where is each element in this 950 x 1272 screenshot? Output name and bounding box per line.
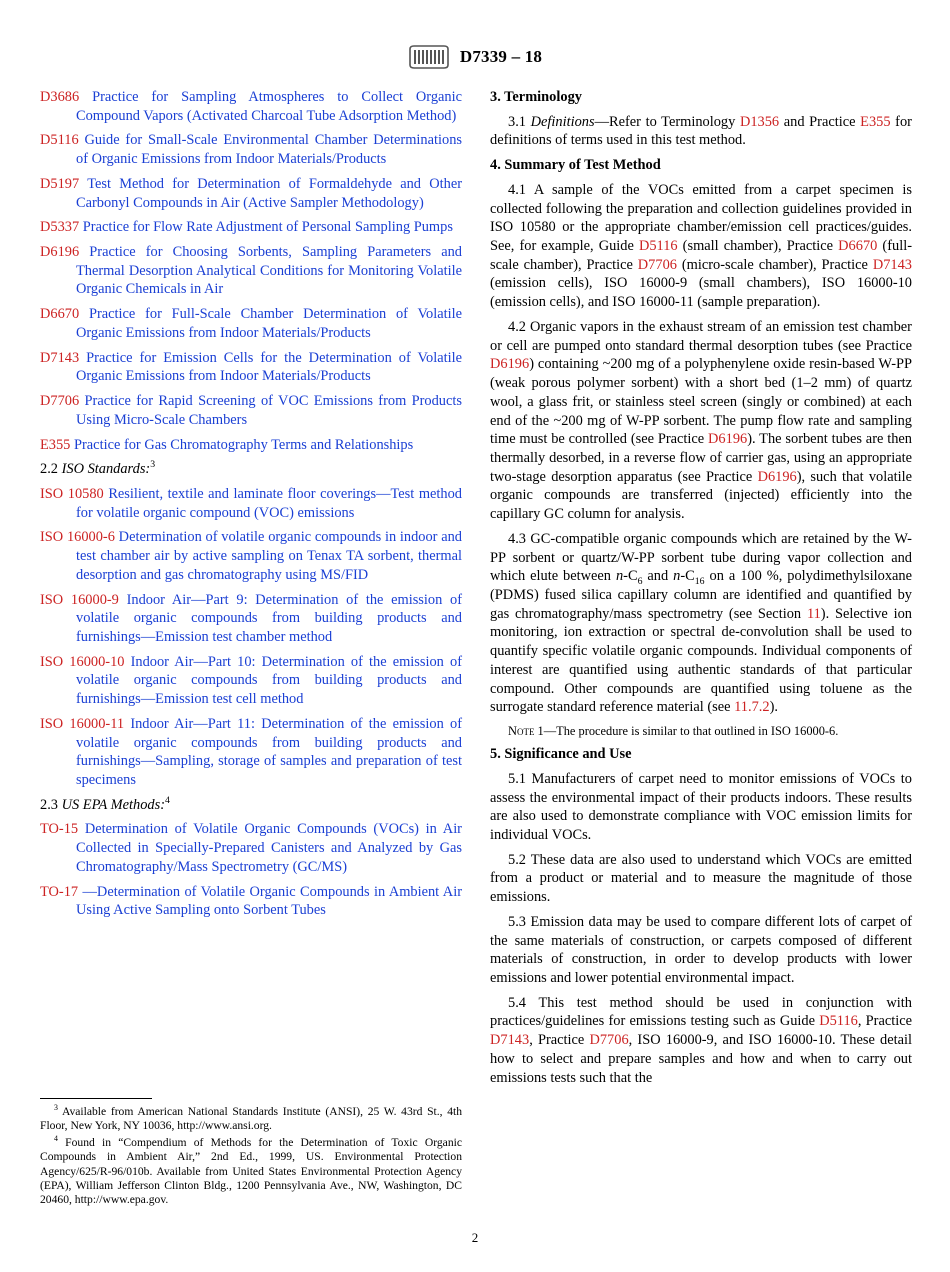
- text: (full-scale chamber), Practice: [490, 238, 912, 273]
- footnote-marker: 3: [150, 459, 156, 471]
- text: Emission data may be used to compare different lots of carpet of the same materials of construction, or carpets composed of different materials of construction, in order to develop products with lower emissions and lower potential environmental impact.: [490, 913, 912, 987]
- definitions-term: Definitions: [530, 113, 595, 130]
- paragraph-3-1: [490, 113, 912, 150]
- paragraph-5-1: [490, 770, 912, 845]
- section-link-11[interactable]: 11: [806, 605, 821, 622]
- text: GC-compatible organic compounds which are retained by the W-PP sorbent or quartz/W-PP sorbent tube during vapor collection and which elute between: [490, 530, 912, 585]
- reference-item: [40, 485, 462, 522]
- reference-item: [40, 175, 462, 212]
- standard-id-link[interactable]: ISO 16000-11: [40, 715, 125, 732]
- paragraph-5-3: [490, 913, 912, 988]
- standard-link-d6196[interactable]: D6196: [708, 431, 748, 448]
- reference-item: [40, 88, 462, 125]
- section-title: Significance and Use: [504, 746, 632, 763]
- note-1: [490, 723, 912, 739]
- text: -C: [680, 568, 695, 585]
- standard-id-link[interactable]: ISO 16000-9: [40, 591, 119, 608]
- standard-link-d5116[interactable]: D5116: [819, 1013, 858, 1030]
- standard-id-link[interactable]: D5116: [40, 132, 79, 149]
- standard-link-d7143[interactable]: D7143: [872, 256, 912, 273]
- text: for definitions of terms used in this test method.: [490, 113, 912, 149]
- reference-item: [40, 883, 462, 920]
- standard-id-link[interactable]: D5337: [40, 219, 80, 236]
- reference-item: [40, 392, 462, 429]
- standard-title: Resilient, textile and laminate floor coverings—Test method for volatile organic compound (VOC) emissions: [76, 485, 462, 521]
- standard-title: Practice for Gas Chromatography Terms and Relationships: [74, 436, 414, 453]
- standard-title: Guide for Small-Scale Environmental Chamber Determinations of Organic Emissions from Indoor Materials/Products: [76, 132, 462, 168]
- standard-link-d6196[interactable]: D6196: [490, 356, 530, 373]
- standard-id-link[interactable]: D3686: [40, 89, 80, 105]
- standard-link-d7143[interactable]: D7143: [490, 1032, 530, 1049]
- subsection-number: 2.3: [40, 796, 58, 813]
- standard-id-link[interactable]: D5197: [40, 175, 80, 192]
- subsection-iso-standards: [40, 460, 462, 479]
- paragraph-4-3: [490, 530, 912, 717]
- text: n: [673, 568, 681, 585]
- standard-title: Determination of Volatile Organic Compounds (VOCs) in Air Collected in Specially-Prepared Canisters and Analyzed by Gas Chromatography/Mass Spectrometry (GC/MS): [76, 821, 462, 875]
- standard-id-link[interactable]: D6670: [40, 306, 80, 323]
- paragraph-number: 5.2: [508, 851, 526, 868]
- standard-title: Test Method for Determination of Formaldehyde and Other Carbonyl Compounds in Air (Active Sampler Methodology): [76, 175, 463, 211]
- text: ), such that volatile organic compounds are transferred (injected) efficiently into the capillary GC column for analysis.: [490, 468, 912, 523]
- two-column-body: [40, 88, 912, 1093]
- reference-item: [40, 218, 462, 237]
- footnote-divider: [40, 1098, 152, 1099]
- paragraph-number: 5.3: [508, 913, 526, 930]
- text: (micro-scale chamber), Practice: [676, 256, 873, 273]
- paragraph-5-2: [490, 851, 912, 907]
- text: on a 100 %, polydimethylsiloxane (PDMS) fused silica capillary column are identified and quantified by gas chromatography/mass spectrometry (see Section: [490, 568, 912, 622]
- standard-id-link[interactable]: ISO 16000-6: [40, 529, 115, 546]
- section-number: 3.: [490, 89, 501, 105]
- standard-link-d5116[interactable]: D5116: [638, 238, 678, 255]
- section-number: 5.: [490, 746, 501, 763]
- standard-id-link[interactable]: E355: [40, 436, 71, 453]
- standard-id-link[interactable]: TO-17: [40, 883, 79, 900]
- text: n: [615, 568, 624, 585]
- footnote-marker: 4: [165, 794, 170, 806]
- text: ). The sorbent tubes are then thermally desorbed, in a reverse flow of carrier gas, using an appropriate two-stage desorption apparatus (see Practice: [490, 431, 912, 485]
- subsection-title: US EPA Methods:: [61, 796, 165, 813]
- text: , Practice: [857, 1013, 912, 1030]
- standard-id-link[interactable]: D7706: [40, 393, 80, 410]
- reference-item: [40, 243, 462, 299]
- text: -C: [623, 568, 638, 585]
- reference-item: [40, 131, 462, 168]
- subsection-number: 2.2: [40, 461, 58, 478]
- standard-title: Practice for Emission Cells for the Determination of Volatile Organic Emissions from Indoor Materials/Products: [76, 349, 462, 385]
- standard-link-e355[interactable]: E355: [860, 113, 891, 130]
- text: A sample of the VOCs emitted from a carpet specimen is collected following the preparation and collection guidelines provided in ISO 10580 or the appropriate chamber/emission cell practices/guides. See, for example, Guide: [490, 181, 912, 255]
- standard-title: Practice for Choosing Sorbents, Sampling Parameters and Thermal Desorption Analytical Conditions for Monitoring Volatile Organic Chemicals in Air: [76, 244, 463, 298]
- standard-link-d6670[interactable]: D6670: [838, 238, 878, 255]
- page-header: [0, 44, 950, 70]
- standard-title: Practice for Sampling Atmospheres to Collect Organic Compound Vapors (Activated Charcoal Tube Adsorption Method): [76, 89, 462, 124]
- section-heading-terminology: [490, 88, 912, 107]
- paragraph-number: 4.1: [508, 181, 526, 198]
- standard-id-link[interactable]: D7143: [40, 349, 80, 366]
- reference-item: [40, 528, 462, 584]
- standard-link-d7706[interactable]: D7706: [589, 1032, 629, 1049]
- text: Manufacturers of carpet need to monitor emissions of VOCs to assess the environmental impact of their products indoors. These results are also used to demonstrate compliance with VOC emission limits for individual VOCs.: [490, 770, 912, 843]
- footnote-text: Found in “Compendium of Methods for the Determination of Toxic Organic Compounds in Ambient Air,” 2nd Ed., 1999, US. Environmental Protection Agency/625/R-96/010b. Available from United States Environmental Protection Agency (EPA), William Jefferson Clinton Bldg., 1200 Pennsylvania Ave., NW, Washington, DC 20460, http://www.epa.gov.: [40, 1136, 462, 1206]
- text: ).: [769, 699, 778, 716]
- reference-item: [40, 820, 462, 876]
- paragraph-number: 4.3: [508, 530, 526, 547]
- standard-title: Indoor Air—Part 10: Determination of the emission of volatile organic compounds from building products and furnishings—Emission test cell method: [76, 653, 462, 708]
- paragraph-number: 5.4: [508, 994, 526, 1011]
- footnote-text: Available from American National Standards Institute (ANSI), 25 W. 43rd St., 4th Floor, New York, NY 10036, http://www.ansi.org.: [40, 1105, 463, 1133]
- text: (emission cells), ISO 16000-9 (small chambers), ISO 16000-10 (emission cells), and ISO 16000-11 (sample preparation).: [490, 275, 912, 311]
- footnote-3: [40, 1105, 462, 1133]
- text: , ISO 16000-9, and ISO 16000-10. These detail how to select and prepare samples and how and when to carry out emissions tests such that the: [490, 1032, 912, 1086]
- reference-item: [40, 591, 462, 647]
- standard-id-link[interactable]: ISO 10580: [40, 485, 104, 502]
- subsection-title: ISO Standards:: [61, 461, 151, 478]
- note-label: Note 1: [508, 724, 544, 738]
- right-column: [490, 88, 912, 1093]
- reference-item: [40, 715, 462, 790]
- left-column: [40, 88, 462, 1093]
- reference-item: [40, 349, 462, 386]
- section-number: 4.: [490, 157, 501, 174]
- paragraph-5-4: [490, 994, 912, 1088]
- standard-title: Indoor Air—Part 11: Determination of the emission of volatile organic compounds from building products and furnishings—Sampling, storage of samples and preparation of test specimens: [76, 715, 462, 788]
- text: These data are also used to understand which VOCs are emitted from a product or material and to measure the magnitude of those emissions.: [490, 851, 912, 906]
- section-heading-summary: [490, 156, 912, 175]
- section-link-11-7-2[interactable]: 11.7.2: [734, 699, 770, 716]
- standard-title: —Determination of Volatile Organic Compounds in Ambient Air Using Active Sampling onto Sorbent Tubes: [76, 883, 462, 919]
- standard-link-d6196[interactable]: D6196: [757, 468, 797, 485]
- text: , Practice: [529, 1032, 590, 1049]
- standard-title: Determination of volatile organic compounds in indoor and test chamber air by active sampling on Tenax TA sorbent, thermal desorption and gas chromatography using MS/FID: [76, 529, 462, 583]
- subsection-epa-methods: [40, 796, 462, 815]
- paragraph-number: 5.1: [508, 770, 526, 787]
- astm-logo-icon: [408, 44, 450, 70]
- footnote-marker: 3: [54, 1103, 58, 1113]
- section-title: Summary of Test Method: [504, 157, 661, 174]
- standard-link-d1356[interactable]: D1356: [739, 113, 780, 130]
- footnote-marker: 4: [54, 1134, 58, 1144]
- standard-id-link[interactable]: TO-15: [40, 821, 79, 838]
- section-title: Terminology: [504, 89, 582, 105]
- text: ). Selective ion monitoring, ion extraction or spectral de-convolution shall be used to quantify specific volatile organic compounds. Individual components of interest are quantified using authentic standards of that particular compound. Other compounds are quantified using toluene as the surrogate standard reference material (see: [490, 605, 912, 716]
- page-number: 2: [471, 1230, 479, 1245]
- paragraph-number: 4.2: [508, 318, 526, 335]
- text: 16: [694, 576, 705, 588]
- standard-title: Practice for Rapid Screening of VOC Emissions from Products Using Micro-Scale Chambers: [76, 393, 462, 428]
- paragraph-4-1: [490, 181, 912, 312]
- text: and: [642, 568, 674, 585]
- text: ) containing ~200 mg of a polyphenylene oxide resin-based W-PP (weak porous polymer sorbent) with a short bed (1–2 mm) of quartz wool, a glass frit, or stainless steel screen (singly or combined) at each end of the ~200 mg of W-PP sorbent. The pump flow rate and sampling time must be controlled (see Practice: [490, 356, 912, 448]
- standard-title: Indoor Air—Part 9: Determination of the emission of volatile organic compounds from building products and furnishings—Emission test chamber method: [76, 591, 463, 645]
- section-heading-significance: [490, 745, 912, 764]
- note-text: —The procedure is similar to that outlined in ISO 16000-6.: [543, 724, 839, 738]
- standard-title: Practice for Flow Rate Adjustment of Personal Sampling Pumps: [82, 219, 453, 236]
- standard-id-link[interactable]: ISO 16000-10: [40, 653, 125, 670]
- footnotes-block: [40, 1098, 462, 1210]
- standard-id-link[interactable]: D6196: [40, 244, 80, 261]
- text: —Refer to Terminology: [594, 113, 740, 130]
- footnote-4: [40, 1136, 462, 1207]
- reference-item: [40, 436, 462, 455]
- standard-title: Practice for Full-Scale Chamber Determination of Volatile Organic Emissions from Indoor Materials/Products: [76, 306, 462, 341]
- text: and Practice: [779, 113, 861, 130]
- standard-link-d7706[interactable]: D7706: [637, 256, 677, 273]
- text: (small chamber), Practice: [677, 238, 839, 255]
- paragraph-4-2: [490, 318, 912, 524]
- text: Organic vapors in the exhaust stream of an emission test chamber or cell are pumped onto standard thermal desorption tubes (see Practice: [490, 318, 912, 354]
- reference-item: [40, 305, 462, 342]
- text: 6: [637, 576, 643, 588]
- text: This test method should be used in conjunction with practices/guidelines for emissions testing such as Guide: [490, 994, 913, 1030]
- document-designation: D7339 – 18: [459, 47, 543, 66]
- paragraph-number: 3.1: [508, 113, 526, 130]
- reference-item: [40, 653, 462, 709]
